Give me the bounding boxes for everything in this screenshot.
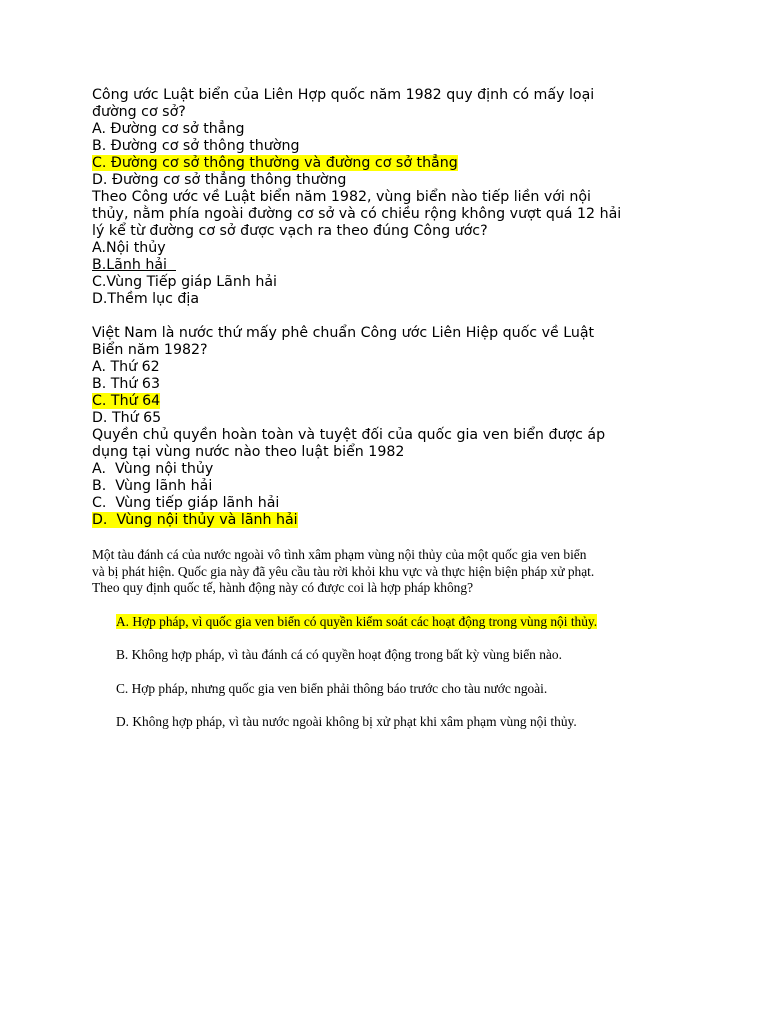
q2-question-line2: thủy, nằm phía ngoài đường cơ sở và có chiều rộng không vượt quá 12 hải bbox=[92, 206, 622, 222]
q4-question-line2: dụng tại vùng nước nào theo luật biển 1982 bbox=[92, 444, 405, 460]
q5-question bbox=[92, 547, 692, 597]
q5-option-a-highlighted: A. Hợp pháp, vì quốc gia ven biển có quyền kiểm soát các hoạt động trong vùng nội thủy. bbox=[116, 613, 598, 629]
q4-option-a: A. Vùng nội thủy bbox=[92, 461, 214, 477]
q5-question-line3: Theo quy định quốc tế, hành động này có được coi là hợp pháp không? bbox=[92, 580, 474, 595]
q4-option-c: C. Vùng tiếp giáp lãnh hải bbox=[92, 495, 280, 511]
q3-question-line1: Việt Nam là nước thứ mấy phê chuẩn Công ước Liên Hiệp quốc về Luật bbox=[92, 325, 595, 341]
q3-option-a: A. Thứ 62 bbox=[92, 359, 160, 375]
q4-option-d-highlighted: D. Vùng nội thủy và lãnh hải bbox=[92, 512, 298, 528]
q2-option-d: D.Thềm lục địa bbox=[92, 291, 200, 307]
q1-question-line2: đường cơ sở? bbox=[92, 104, 186, 120]
q5-option-b: B. Không hợp pháp, vì tàu đánh cá có quyền hoạt động trong bất kỳ vùng biển nào. bbox=[116, 647, 562, 662]
q5-question-line1: Một tàu đánh cá của nước ngoài vô tình xâm phạm vùng nội thủy của một quốc gia ven biển bbox=[92, 547, 587, 562]
q2-option-a: A.Nội thủy bbox=[92, 240, 166, 256]
q1-option-a: A. Đường cơ sở thẳng bbox=[92, 121, 245, 137]
question-block-serif bbox=[92, 547, 692, 731]
q3-option-b: B. Thứ 63 bbox=[92, 376, 160, 392]
q4-question-line1: Quyền chủ quyền hoàn toàn và tuyệt đối của quốc gia ven biển được áp bbox=[92, 427, 606, 443]
question-block-sans bbox=[92, 87, 692, 529]
q3-option-d: D. Thứ 65 bbox=[92, 410, 162, 426]
q2-question-line1: Theo Công ước về Luật biển năm 1982, vùng biển nào tiếp liền với nội bbox=[92, 189, 591, 205]
blank-line bbox=[92, 308, 692, 325]
q2-option-c: C.Vùng Tiếp giáp Lãnh hải bbox=[92, 274, 277, 290]
q2-option-b-underlined: B.Lãnh hải bbox=[92, 257, 176, 273]
q2-question-line3: lý kể từ đường cơ sở được vạch ra theo đúng Công ước? bbox=[92, 223, 488, 239]
q1-question-line1: Công ước Luật biển của Liên Hợp quốc năm 1982 quy định có mấy loại bbox=[92, 87, 595, 103]
q1-option-d: D. Đường cơ sở thẳng thông thường bbox=[92, 172, 347, 188]
q1-option-b: B. Đường cơ sở thông thường bbox=[92, 138, 300, 154]
q5-question-line2: và bị phát hiện. Quốc gia này đã yêu cầu tàu rời khỏi khu vực và thực hiện biện pháp xử phạt. bbox=[92, 563, 595, 579]
q3-question-line2: Biển năm 1982? bbox=[92, 342, 208, 358]
q4-option-b: B. Vùng lãnh hải bbox=[92, 478, 213, 494]
q1-option-c-highlighted: C. Đường cơ sở thông thường và đường cơ sở thẳng bbox=[92, 155, 458, 171]
q5-option-c: C. Hợp pháp, nhưng quốc gia ven biển phải thông báo trước cho tàu nước ngoài. bbox=[116, 680, 548, 696]
q5-option-d: D. Không hợp pháp, vì tàu nước ngoài không bị xử phạt khi xâm phạm vùng nội thủy. bbox=[116, 714, 577, 729]
q3-option-c-highlighted: C. Thứ 64 bbox=[92, 393, 161, 409]
